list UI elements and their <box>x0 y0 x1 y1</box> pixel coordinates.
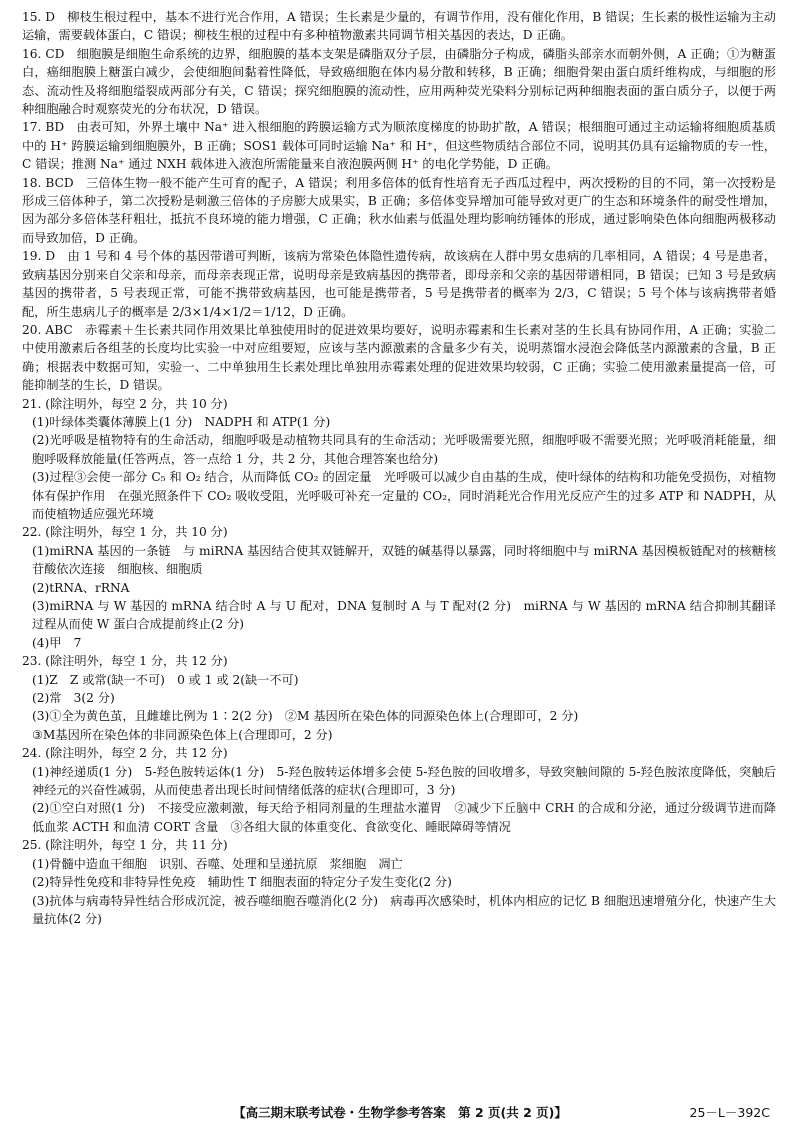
answer-subline: (1)神经递质(1 分) 5-羟色胺转运体(1 分) 5-羟色胺转运体增多会使 5-羟色胺的回收增多，导致突触间隙的 5-羟色胺浓度降低，突触后神经元的兴奋性减弱，从而使患者出现长时间情绪低落的症状(合理即可，3 分) <box>32 764 776 798</box>
answer-heading: 23. (除注明外，每空 1 分，共 12 分) <box>22 654 228 669</box>
answer-subline: (2)tRNA、rRNA <box>32 580 130 595</box>
answer-heading: 18. BCD 三倍体生物一般不能产生可育的配子，A 错误；利用多倍体的低育性培育无子西瓜过程中，两次授粉的目的不同，第一次授粉是形成三倍体种子，第二次授粉是刺激三倍体的子房膨大成果实，B 正确；多倍体变异增加可能导致对更广的生态和环境条件的耐受性增加，因为部分多倍体茎秆粗壮，抵抗不良环境的能力增强，C 正确；秋水仙素与低温处理均影响纺锤体的形成，通过影响染色体向细胞两极移动而导致加倍，D 正确。 <box>22 175 776 245</box>
answer-item <box>22 395 776 524</box>
answer-heading: 21. (除注明外，每空 2 分，共 10 分) <box>22 396 228 411</box>
answer-heading: 24. (除注明外，每空 2 分，共 12 分) <box>22 746 228 761</box>
answer-subline: (3)过程③会使一部分 C₅ 和 O₂ 结合，从而降低 CO₂ 的固定量 光呼吸可以减少自由基的生成，使叶绿体的结构和功能免受损伤，对植物体有保护作用 在强光照条件下 CO₂ 吸收受阻，光呼吸可补充一定量的 CO₂，同时消耗光合作用光反应产生的过多 ATP 和 NADPH，从而使植物适应强光环境 <box>32 470 776 521</box>
answer-item <box>22 744 776 836</box>
answer-subline: (2)特异性免疫和非特异性免疫 辅助性 T 细胞表面的特定分子发生变化(2 分) <box>32 875 452 890</box>
answer-item <box>22 8 776 45</box>
answer-subline: (2)常 3(2 分) <box>32 691 115 706</box>
answer-heading: 19. D 由 1 号和 4 号个体的基因带谱可判断，该病为常染色体隐性遗传病，故该病在人群中男女患病的几率相同，A 错误；4 号是患者，致病基因分别来自父亲和母亲，而母亲表现正常，说明母亲是致病基因的携带者，即母亲和父亲的基因带谱相同，B 错误；已知 3 号是致病基因的携带者，5 号表现正常，可能不携带致病基因，也可能是携带者，5 号是携带者的概率为 2/3，C 错误；5 号个体与该病携带者婚配，所生患病儿子的概率是 2/3×1/4×1/2＝1/12，D 正确。 <box>22 249 776 319</box>
answer-heading: 22. (除注明外，每空 1 分，共 10 分) <box>22 525 228 540</box>
answer-item <box>22 836 776 928</box>
answer-heading: 15. D 柳枝生根过程中，基本不进行光合作用，A 错误；生长素是少量的，有调节作用，没有催化作用，B 错误；生长素的极性运输为主动运输，需要载体蛋白，C 错误；柳枝生根的过程中有多种植物激素共同调节相关基因的表达，D 正确。 <box>22 10 776 43</box>
answer-subline: (1)miRNA 基因的一条链 与 miRNA 基因结合使其双链解开，双链的碱基得以暴露，同时将细胞中与 miRNA 基因模板链配对的核糖核苷酸依次连接 细胞核、细胞质 <box>32 543 776 577</box>
answer-subline: (4)甲 7 <box>32 635 82 650</box>
paper-code: 25－L－392C <box>689 1105 770 1120</box>
answer-heading: 17. BD 由表可知，外界土壤中 Na⁺ 进入根细胞的跨膜运输方式为顺浓度梯度的协助扩散，A 错误；根细胞可通过主动运输将细胞质基质中的 H⁺ 跨膜运输到细胞膜外，B 正确；SOS1 载体可同时运输 Na⁺ 和 H⁺，但这些物质结合部位不同，说明其仍具有运输物质的专一性，C 错误；推测 Na⁺ 通过 NXH 载体进入液泡所需能量来自液泡膜两侧 H⁺ 的电化学势能，D 正确。 <box>22 120 776 172</box>
answer-heading: 16. CD 细胞膜是细胞生命系统的边界，细胞膜的基本支架是磷脂双分子层，由磷脂分子构成，磷脂头部亲水而朝外侧，A 正确；①为糖蛋白，癌细胞膜上糖蛋白减少，会使细胞间黏着性降低，导致癌细胞在体内易分散和转移，B 正确；细胞骨架由蛋白质纤维构成，与细胞的形态、流动性及将细胞缢裂成两部分有关，C 错误；探究细胞膜的流动性，应用两种荧光染料分别标记两种细胞表面的蛋白质分子，以便于两种细胞融合时观察荧光的分布状况，D 错误。 <box>22 46 776 117</box>
answer-subline: (1)骨髓中造血干细胞 识别、吞噬、处理和呈递抗原 浆细胞 凋亡 <box>32 856 403 871</box>
footer-title: 【高三期末联考试卷・生物学参考答案 第 2 页(共 2 页)】 <box>233 1105 567 1120</box>
answer-item <box>22 174 776 248</box>
answer-subline: (2)光呼吸是植物特有的生命活动，细胞呼吸是动植物共同具有的生命活动；光呼吸需要光照，细胞呼吸不需要光照；光呼吸消耗能量，细胞呼吸释放能量(任答两点，答一点给 1 分，共 2 分，其他合理答案也给分) <box>32 433 776 466</box>
answer-subline: (2)①空白对照(1 分) 不接受应激刺激，每天给予相同剂量的生理盐水灌胃 ②减少下丘脑中 CRH 的合成和分泌，通过分级调节进而降低血浆 ACTH 和血清 CORT 含量 ③各组大鼠的体重变化、食欲变化、睡眠障碍等情况 <box>32 801 776 834</box>
answer-item <box>22 652 776 744</box>
answer-list <box>22 8 776 928</box>
answer-item <box>22 45 776 119</box>
answer-subline: (3)miRNA 与 W 基因的 mRNA 结合时 A 与 U 配对，DNA 复制时 A 与 T 配对(2 分) miRNA 与 W 基因的 mRNA 结合抑制其翻译过程从而使 W 蛋白合成提前终止(2 分) <box>32 599 776 632</box>
answer-item <box>22 321 776 395</box>
answer-item <box>22 523 776 652</box>
answer-subline: (3)①全为黄色茧，且雌雄比例为 1∶2(2 分) ②M 基因所在染色体的同源染色体上(合理即可，2 分) <box>32 709 579 724</box>
answer-item <box>22 247 776 321</box>
answer-subline: ③M基因所在染色体的非同源染色体上(合理即可，2 分) <box>32 727 333 742</box>
answer-item <box>22 118 776 173</box>
answer-subline: (1)叶绿体类囊体薄膜上(1 分) NADPH 和 ATP(1 分) <box>32 414 331 429</box>
answer-subline: (3)抗体与病毒特异性结合形成沉淀，被吞噬细胞吞噬消化(2 分) 病毒再次感染时，机体内相应的记忆 B 细胞迅速增殖分化，快速产生大量抗体(2 分) <box>32 893 776 926</box>
page-footer <box>0 1104 800 1124</box>
answer-heading: 25. (除注明外，每空 1 分，共 11 分) <box>22 838 228 853</box>
answer-subline: (1)Z Z 或常(缺一不可) 0 或 1 或 2(缺一不可) <box>32 672 299 687</box>
answer-heading: 20. ABC 赤霉素＋生长素共同作用效果比单独使用时的促进效果均要好，说明赤霉素和生长素对茎的生长具有协同作用，A 正确；实验二中使用激素后各组茎的长度均比实验一中对应组要短，应该与茎内源激素的含量多少有关，说明蒸馏水浸泡会降低茎内源激素的含量，B 正确；根据表中数据可知，实验一、二中单独用生长素处理比单独用赤霉素处理的促进效果均较弱，C 正确；实验二使用激素量提高一倍，可能抑制茎的生长，D 错误。 <box>22 322 776 393</box>
